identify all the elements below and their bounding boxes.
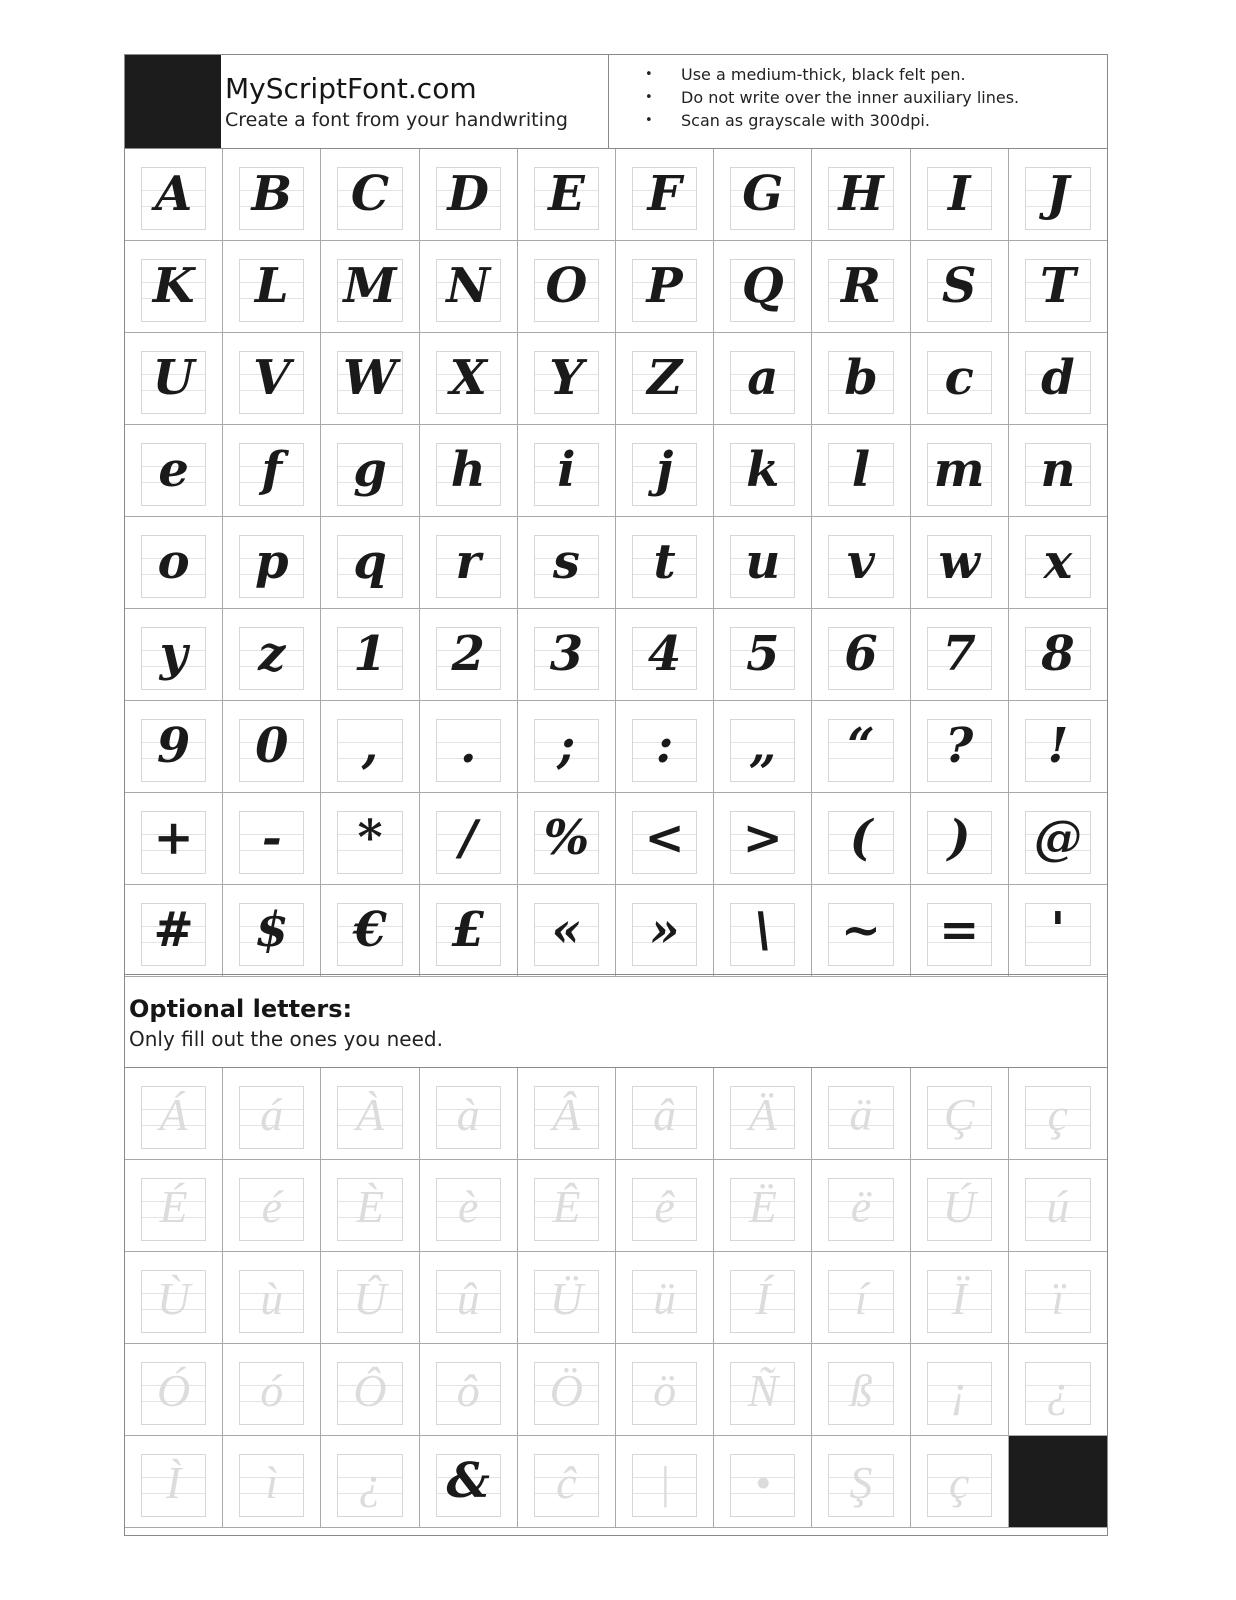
handwritten-glyph: i [557,442,576,498]
template-glyph: ô [456,1365,480,1416]
template-glyph: ¿ [1046,1365,1070,1416]
optional-glyph-cell [616,1344,714,1436]
handwritten-glyph: a [747,350,779,406]
glyph-cell [518,149,616,241]
glyph-cell [223,609,321,701]
optional-glyph-cell [321,1436,419,1528]
instruction-item: • Do not write over the inner auxiliary lines. [645,86,1019,109]
glyph-cell [812,885,910,977]
glyph-cell [518,333,616,425]
handwritten-glyph: 3 [549,626,584,682]
glyph-cell [518,517,616,609]
handwritten-glyph: s [552,534,580,590]
handwritten-glyph: l [851,442,871,498]
optional-glyph-cell [518,1436,616,1528]
glyph-cell [714,241,812,333]
optional-glyph-cell [911,1436,1009,1528]
handwritten-glyph: < [644,810,685,866]
registration-mark-bottom-right [1009,1436,1107,1528]
glyph-cell [714,333,812,425]
glyph-cell [714,885,812,977]
glyph-cell [1009,885,1107,977]
handwritten-glyph: ! [1047,718,1069,774]
registration-mark-top-left [125,55,221,148]
glyph-cell [125,517,223,609]
handwritten-glyph: “ [847,718,875,774]
glyph-cell [1009,517,1107,609]
handwritten-glyph: F [647,166,682,222]
glyph-cell [321,425,419,517]
instruction-item: • Use a medium-thick, black felt pen. [645,63,1019,86]
glyph-cell [420,885,518,977]
optional-note: Only fill out the ones you need. [129,1027,443,1051]
template-glyph: ì [265,1457,279,1508]
handwritten-glyph: w [938,534,980,590]
handwritten-glyph: N [446,258,491,314]
glyph-cell [420,241,518,333]
glyph-cell [812,425,910,517]
glyph-cell [911,149,1009,241]
template-sheet [124,54,1108,1536]
glyph-cell [714,517,812,609]
handwritten-glyph: = [939,902,980,958]
glyph-cell [714,149,812,241]
brand-block [225,73,568,133]
glyph-cell [518,609,616,701]
template-glyph: | [658,1457,671,1508]
glyph-cell [911,241,1009,333]
glyph-cell [616,333,714,425]
handwritten-glyph: R [841,258,881,314]
glyph-cell [420,149,518,241]
handwritten-glyph: o [157,534,190,590]
optional-glyph-cell [223,1068,321,1160]
optional-glyph-cell [321,1252,419,1344]
template-glyph: ù [260,1273,284,1324]
handwritten-glyph: € [353,902,387,958]
handwritten-glyph: + [153,810,194,866]
handwritten-glyph: I [947,166,971,222]
optional-glyph-cell [125,1160,223,1252]
handwritten-glyph: d [1041,350,1075,406]
handwritten-glyph: 7 [942,626,976,682]
handwritten-glyph: h [450,442,486,498]
template-glyph: Ü [549,1273,583,1324]
handwritten-glyph: 5 [746,626,780,682]
optional-glyph-cell [714,1344,812,1436]
instruction-item: • Scan as grayscale with 300dpi. [645,109,1019,132]
handwritten-glyph: p [255,534,289,590]
glyph-cell [911,609,1009,701]
template-glyph: Ô [353,1365,387,1416]
handwritten-glyph: 4 [647,626,682,682]
template-glyph: Ï [951,1273,967,1324]
template-glyph: ä [849,1089,873,1140]
template-glyph: ¡ [950,1365,969,1416]
handwritten-glyph: » [649,902,680,958]
glyph-cell [420,701,518,793]
glyph-cell [812,609,910,701]
handwritten-glyph: n [1040,442,1076,498]
glyph-cell [1009,701,1107,793]
glyph-cell [812,701,910,793]
glyph-cell [125,241,223,333]
handwritten-glyph: G [742,166,784,222]
handwritten-glyph: v [847,534,875,590]
glyph-cell [616,425,714,517]
handwritten-glyph: $ [255,902,289,958]
handwritten-glyph: > [742,810,783,866]
template-glyph: À [355,1089,385,1140]
template-glyph: û [456,1273,480,1324]
optional-glyph-cell [321,1068,419,1160]
optional-glyph-cell [911,1068,1009,1160]
template-glyph: à [456,1089,480,1140]
handwritten-glyph: # [153,902,194,958]
template-glyph: Ó [156,1365,191,1416]
template-glyph: Ö [549,1365,583,1416]
optional-glyph-cell [1009,1068,1107,1160]
handwritten-glyph: A [154,166,193,222]
template-glyph: ë [850,1181,872,1232]
optional-glyph-cell [812,1436,910,1528]
glyph-cell [1009,609,1107,701]
optional-glyph-cell [518,1252,616,1344]
glyph-cell [321,885,419,977]
handwritten-glyph: K [152,258,195,314]
optional-glyph-cell [1009,1252,1107,1344]
template-glyph: é [261,1181,282,1232]
glyph-cell [1009,333,1107,425]
handwritten-glyph: H [838,166,884,222]
handwritten-glyph: . [459,718,477,774]
handwritten-glyph: q [353,534,387,590]
handwritten-glyph: P [646,258,683,314]
handwritten-glyph: ? [945,718,974,774]
glyph-cell [812,517,910,609]
template-glyph: ç [1047,1089,1069,1140]
handwritten-glyph: T [1040,258,1076,314]
glyph-cell [714,701,812,793]
handwritten-glyph: J [1046,166,1070,222]
handwritten-glyph: Q [741,258,784,314]
handwritten-glyph: / [459,810,477,866]
glyph-cell [125,609,223,701]
template-glyph: Ú [942,1181,976,1232]
template-glyph: ç [948,1457,970,1508]
optional-glyph-cell [911,1344,1009,1436]
handwritten-glyph: M [343,258,397,314]
glyph-cell [714,425,812,517]
handwritten-glyph: 1 [353,626,387,682]
optional-glyph-cell [420,1436,518,1528]
handwritten-glyph: L [254,258,289,314]
glyph-cell [420,333,518,425]
handwritten-glyph: u [745,534,781,590]
glyph-cell [420,609,518,701]
header-divider [608,55,609,148]
optional-glyph-cell [714,1252,812,1344]
handwritten-glyph: j [655,442,674,498]
template-glyph: ĉ [556,1457,577,1508]
template-glyph: Ë [748,1181,777,1232]
handwritten-glyph: ( [849,810,873,866]
optional-title: Optional letters: [129,995,353,1023]
handwritten-glyph: z [258,626,286,682]
glyph-cell [616,701,714,793]
optional-glyph-cell [812,1160,910,1252]
template-glyph: É [159,1181,188,1232]
optional-glyph-cell [714,1068,812,1160]
handwritten-glyph: Y [549,350,584,406]
template-glyph: ê [654,1181,675,1232]
optional-glyph-cell [321,1160,419,1252]
glyph-cell [223,241,321,333]
glyph-cell [125,701,223,793]
glyph-cell [125,793,223,885]
handwritten-glyph: % [543,810,590,866]
optional-glyph-cell [812,1252,910,1344]
optional-glyph-cell [714,1160,812,1252]
glyph-cell [616,241,714,333]
optional-glyph-cell [616,1436,714,1528]
glyph-cell [223,149,321,241]
glyph-cell [1009,425,1107,517]
handwritten-glyph: £ [451,902,485,958]
template-glyph: Ì [165,1457,182,1508]
handwritten-glyph: Z [647,350,683,406]
optional-glyph-cell [616,1160,714,1252]
template-glyph: Ş [849,1457,873,1508]
handwritten-glyph: : [655,718,674,774]
glyph-cell [125,425,223,517]
template-glyph: Ä [748,1089,777,1140]
template-glyph: è [457,1181,479,1232]
optional-glyph-cell [616,1252,714,1344]
glyph-cell [714,793,812,885]
handwritten-glyph: „ [748,718,777,774]
glyph-cell [321,609,419,701]
glyph-cell [321,793,419,885]
optional-glyph-cell [420,1344,518,1436]
handwritten-glyph: y [159,626,188,682]
template-glyph: È [355,1181,385,1232]
handwritten-glyph: 9 [156,718,191,774]
glyph-cell [1009,793,1107,885]
handwritten-glyph: r [455,534,481,590]
glyph-cell [125,333,223,425]
template-glyph: ú [1046,1181,1070,1232]
template-glyph: Í [755,1273,771,1324]
optional-glyph-cell [1009,1160,1107,1252]
template-glyph: • [754,1457,771,1508]
optional-glyph-cell [518,1160,616,1252]
template-glyph: â [653,1089,677,1140]
handwritten-glyph: « [551,902,582,958]
glyph-cell [518,793,616,885]
brand-title: MyScriptFont.com [225,72,477,105]
glyph-cell [321,333,419,425]
template-glyph: ï [1051,1273,1065,1324]
glyph-cell [616,609,714,701]
template-glyph: ü [653,1273,677,1324]
glyph-cell [321,149,419,241]
handwritten-glyph: B [251,166,293,222]
handwritten-glyph: 8 [1041,626,1075,682]
glyph-cell [616,793,714,885]
optional-glyph-cell [812,1068,910,1160]
glyph-cell [223,793,321,885]
glyph-cell [812,149,910,241]
optional-glyph-cell [223,1160,321,1252]
glyph-cell [911,701,1009,793]
optional-glyph-cell [321,1344,419,1436]
glyph-cell [321,241,419,333]
handwritten-glyph: b [844,350,878,406]
template-glyph: í [854,1273,868,1324]
handwritten-glyph: U [152,350,195,406]
glyph-cell [812,793,910,885]
glyph-cell [714,609,812,701]
main-glyph-grid [125,148,1107,977]
handwritten-glyph: V [253,350,291,406]
handwritten-glyph: t [653,534,676,590]
glyph-cell [616,885,714,977]
handwritten-glyph: c [944,350,974,406]
glyph-cell [911,425,1009,517]
template-glyph: ¿ [358,1457,382,1508]
optional-glyph-cell [420,1160,518,1252]
glyph-cell [420,517,518,609]
optional-glyph-cell [518,1068,616,1160]
glyph-cell [420,425,518,517]
handwritten-glyph: E [548,166,585,222]
handwritten-glyph: f [261,442,283,498]
handwritten-glyph: D [447,166,489,222]
optional-glyph-cell [223,1436,321,1528]
handwritten-glyph: * [357,810,383,866]
template-glyph: Û [353,1273,387,1324]
glyph-cell [223,701,321,793]
handwritten-glyph: k [746,442,780,498]
optional-glyph-cell [616,1068,714,1160]
template-glyph: ß [849,1365,873,1416]
template-glyph: Ñ [747,1365,779,1416]
template-glyph: Â [552,1089,581,1140]
optional-glyph-cell [420,1252,518,1344]
glyph-cell [321,517,419,609]
handwritten-glyph: 6 [844,626,878,682]
glyph-cell [911,793,1009,885]
optional-glyph-cell [420,1068,518,1160]
handwritten-glyph: m [933,442,985,498]
optional-glyph-cell [125,1068,223,1160]
handwritten-glyph: ) [947,810,971,866]
glyph-cell [616,149,714,241]
handwritten-glyph: ~ [840,902,882,958]
optional-glyph-grid [125,1067,1107,1528]
glyph-cell [420,793,518,885]
optional-glyph-cell [911,1160,1009,1252]
glyph-cell [1009,149,1107,241]
glyph-cell [223,333,321,425]
template-glyph: á [260,1089,284,1140]
glyph-cell [321,701,419,793]
handwritten-glyph: 0 [255,718,289,774]
optional-glyph-cell [223,1252,321,1344]
handwritten-glyph: , [361,718,379,774]
glyph-cell [223,517,321,609]
template-glyph: Ç [943,1089,975,1140]
handwritten-glyph: S [941,258,977,314]
handwritten-glyph: O [545,258,588,314]
template-glyph: Ù [156,1273,191,1324]
glyph-cell [911,333,1009,425]
optional-glyph-cell [812,1344,910,1436]
glyph-cell [911,885,1009,977]
glyph-cell [518,241,616,333]
handwritten-glyph: \ [754,902,772,958]
template-glyph: Ê [552,1181,581,1232]
glyph-cell [518,425,616,517]
glyph-cell [125,149,223,241]
glyph-cell [616,517,714,609]
glyph-cell [812,241,910,333]
glyph-cell [518,701,616,793]
optional-glyph-cell [911,1252,1009,1344]
handwritten-glyph: g [353,442,387,498]
handwritten-glyph: x [1043,534,1073,590]
optional-glyph-cell [125,1252,223,1344]
glyph-cell [1009,241,1107,333]
optional-glyph-cell [1009,1344,1107,1436]
template-glyph: ö [653,1365,677,1416]
handwritten-glyph: - [261,810,282,866]
glyph-cell [812,333,910,425]
handwritten-glyph: W [343,350,397,406]
optional-glyph-cell [714,1436,812,1528]
glyph-cell [911,517,1009,609]
optional-glyph-cell [125,1436,223,1528]
handwritten-glyph: C [350,166,390,222]
glyph-cell [223,885,321,977]
template-glyph: ó [260,1365,284,1416]
handwritten-glyph: ' [1050,902,1066,958]
glyph-cell [125,885,223,977]
handwritten-glyph: & [446,1453,490,1509]
instructions-list [645,63,1019,132]
template-glyph: Á [159,1089,188,1140]
glyph-cell [223,425,321,517]
handwritten-glyph: ; [557,718,576,774]
brand-subtitle: Create a font from your handwriting [225,109,568,131]
optional-glyph-cell [223,1344,321,1436]
optional-section-header [125,974,1107,1068]
handwritten-glyph: X [449,350,487,406]
glyph-cell [518,885,616,977]
handwritten-glyph: @ [1033,810,1082,866]
handwritten-glyph: e [158,442,189,498]
handwritten-glyph: 2 [451,626,485,682]
optional-glyph-cell [518,1344,616,1436]
optional-glyph-cell [125,1344,223,1436]
